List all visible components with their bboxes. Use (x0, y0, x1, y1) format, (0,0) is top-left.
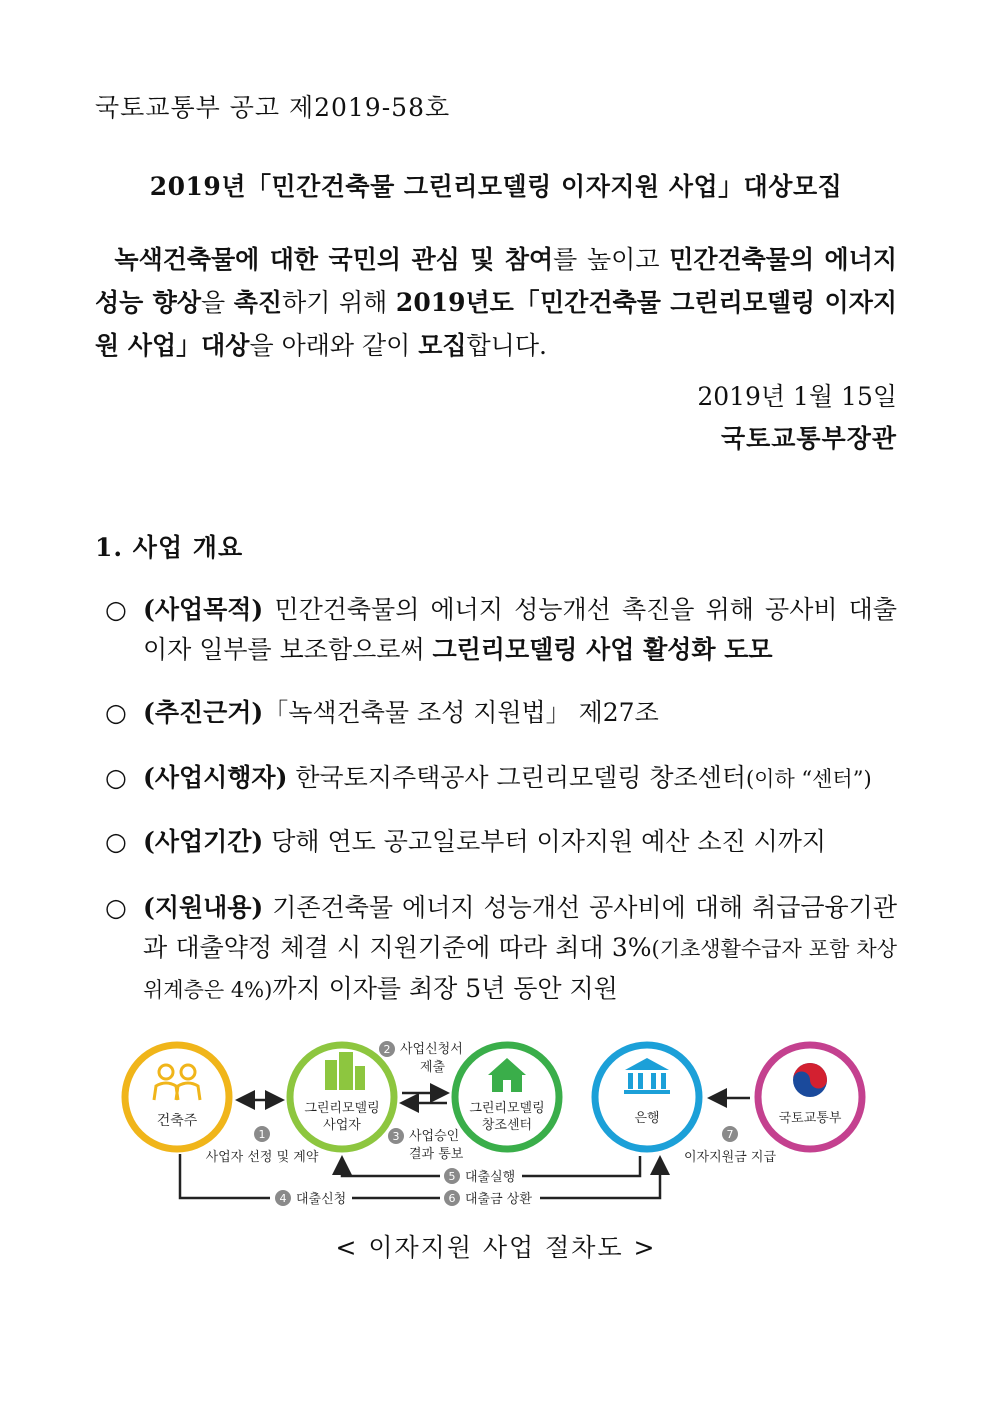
notice-date: 2019년 1월 15일 (697, 382, 897, 411)
step-3-number: 3 (392, 1130, 400, 1143)
step-3-label-1: 사업승인 (409, 1129, 460, 1144)
item-label: (사업시행자) (143, 763, 288, 792)
bank-label: 은행 (634, 1111, 660, 1126)
bullet-icon: ○ (105, 595, 127, 624)
bullet-icon: ○ (105, 763, 127, 792)
step-5 (440, 1168, 522, 1185)
node-business (290, 1045, 394, 1149)
item-text: 기존건축물 에너지 성능개선 공사비에 대해 취급금융기관과 대출약정 체결 시 지원기준에 따라 최대 3% (143, 893, 897, 962)
step-2 (379, 1041, 463, 1075)
item-small-text: (기초생활수급자 포함 차상위계층은 4%) (143, 937, 897, 1002)
intro-bold-3: 민간건축물의 에너지성능 향상 (95, 245, 898, 317)
procedure-diagram (110, 1030, 882, 1215)
item-text: 당해 연도 공고일로부터 이자지원 예산 소진 시까지 (263, 827, 827, 856)
step-2-label-1: 사업신청서 (400, 1042, 463, 1057)
center-label-2: 창조센터 (481, 1118, 533, 1133)
taegeuk-icon (793, 1063, 827, 1097)
list-item-period (105, 822, 897, 862)
node-center (455, 1045, 559, 1149)
item-label: (지원내용) (143, 893, 264, 922)
intro-text-6: 하기 위해 (282, 288, 396, 317)
owner-label: 건축주 (156, 1113, 198, 1129)
step-5-number: 5 (448, 1170, 456, 1183)
step-3 (388, 1128, 464, 1162)
intro-text-8: 을 아래와 같이 (249, 331, 419, 360)
list-item-operator (105, 758, 897, 799)
step-1-label: 사업자 선정 및 계약 (205, 1150, 319, 1165)
step-7 (684, 1126, 776, 1165)
item-small-text: (이하 “센터”) (745, 767, 872, 791)
intro-bold-9: 모집 (418, 331, 467, 360)
center-label-1: 그린리모델링 (469, 1101, 545, 1116)
issuer: 국토교통부장관 (720, 424, 897, 453)
step-2-number: 2 (383, 1043, 391, 1056)
bullet-icon: ○ (105, 827, 127, 856)
node-bank (595, 1045, 699, 1149)
step-7-number: 7 (726, 1128, 734, 1141)
intro-text-10: 합니다. (466, 331, 547, 360)
intro-text-4: 을 (200, 288, 234, 317)
section-title: 1. 사업 개요 (95, 533, 244, 562)
bullet-icon: ○ (105, 893, 127, 922)
intro-text-2: 를 높이고 (553, 245, 670, 274)
item-text: 한국토지주택공사 그린리모델링 창조센터 (287, 763, 746, 792)
notice-number: 국토교통부 공고 제2019-58호 (95, 93, 451, 122)
item-text: 민간건축물의 에너지 성능개선 촉진을 위해 공사비 대출 이자 일부를 보조함으로써 (143, 595, 897, 664)
step-2-label-2: 제출 (420, 1060, 446, 1075)
item-label: (사업목적) (143, 595, 264, 624)
ministry-label: 국토교통부 (778, 1111, 842, 1126)
step-4 (270, 1190, 352, 1207)
list-item-basis (105, 693, 897, 733)
step-1-number: 1 (258, 1128, 266, 1141)
step-6-label: 대출금 상환 (465, 1192, 532, 1207)
item-text-2: 까지 이자를 최장 5년 동안 지원 (272, 974, 618, 1003)
diagram-caption: < 이자지원 사업 절차도 > (335, 1233, 657, 1262)
node-ministry (758, 1045, 862, 1149)
intro-paragraph (95, 238, 897, 367)
bullet-icon: ○ (105, 698, 127, 727)
notice-title: 2019년「민간건축물 그린리모델링 이자지원 사업」대상모집 (149, 172, 843, 201)
intro-bold-7: 2019년도「민간건축물 그린리모델링 이자지원 사업」대상 (95, 288, 897, 360)
step-6 (440, 1190, 540, 1207)
step-6-number: 6 (448, 1192, 456, 1205)
list-item-support (105, 888, 897, 1010)
step-7-label: 이자지원금 지급 (683, 1150, 777, 1165)
step-3-label-2: 결과 통보 (409, 1147, 464, 1162)
node-owner (125, 1045, 229, 1149)
business-label-1: 그린리모델링 (304, 1101, 380, 1116)
step-5-label: 대출실행 (465, 1170, 516, 1185)
item-text: 「녹색건축물 조성 지원법」 제27조 (263, 698, 659, 727)
intro-bold-5: 촉진 (233, 288, 283, 317)
step-4-number: 4 (279, 1192, 287, 1205)
intro-bold-1: 녹색건축물에 대한 국민의 관심 및 참여 (114, 245, 554, 274)
item-label: (추진근거) (143, 698, 264, 727)
item-bold-text: 그린리모델링 사업 활성화 도모 (432, 635, 773, 664)
step-4-label: 대출신청 (296, 1192, 347, 1207)
list-item-purpose (105, 590, 897, 670)
business-label-2: 사업자 (323, 1118, 361, 1133)
item-label: (사업기간) (143, 827, 264, 856)
